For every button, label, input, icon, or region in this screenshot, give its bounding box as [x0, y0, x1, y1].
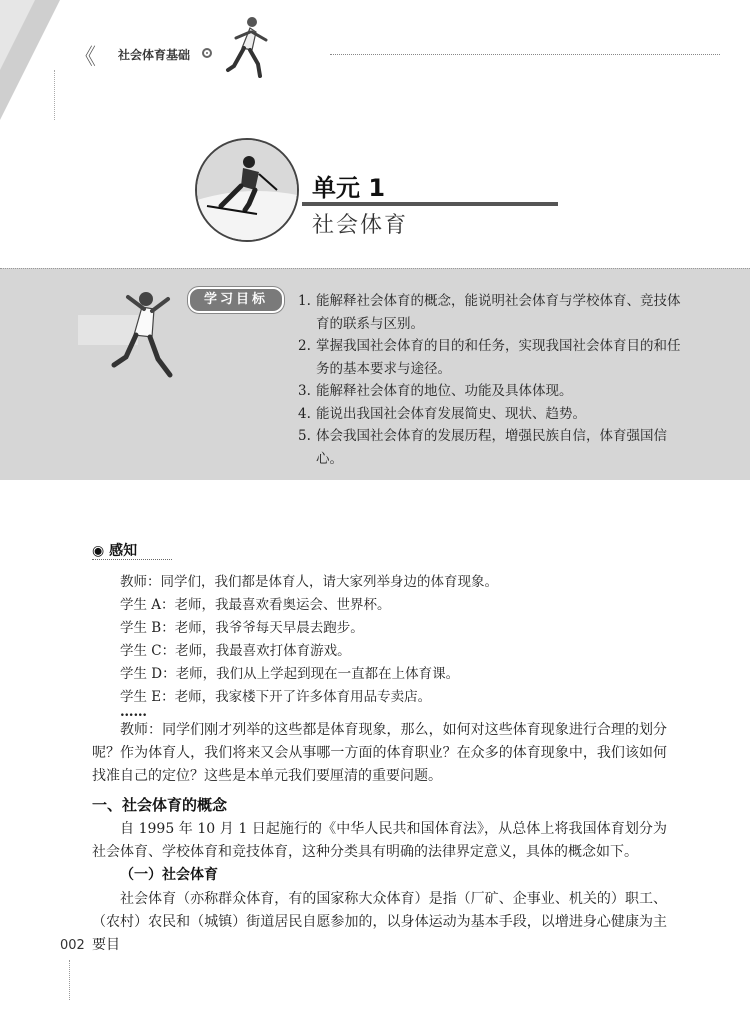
objective-item: 4. 能说出我国社会体育发展简史、现状、趋势。: [298, 405, 586, 422]
unit-title: 社会体育: [312, 213, 409, 238]
section-paragraph: 自 1995 年 10 月 1 日起施行的《中华人民共和国体育法》，从总体上将我国体育划分为社会体育、学校体育和竞技体育，这种分类具有明确的法律界定意义，具体的概念如下。: [92, 821, 667, 860]
objective-item: 5. 体会我国社会体育的发展历程，增强民族自信，体育强国信心。: [298, 428, 667, 467]
dialogue-line: 学生 D：老师，我们从上学起到现在一直都在上体育课。: [120, 666, 460, 682]
unit-label: 单元 1: [312, 174, 386, 202]
dialogue-line: 学生 C：老师，我最喜欢打体育游戏。: [120, 643, 351, 659]
header-vertical-rule: [54, 70, 55, 120]
header-dot-icon: [202, 48, 212, 58]
perceive-heading: ◉ 感知: [92, 543, 138, 559]
objective-item: 3. 能解释社会体育的地位、功能及具体体现。: [298, 383, 573, 399]
page-number: 002: [60, 938, 85, 953]
subsection-heading: （一）社会体育: [120, 867, 218, 883]
athlete-illustration: [78, 285, 188, 385]
objectives-top-rule: [0, 268, 750, 269]
subsection-paragraph: 社会体育（亦称群众体育，有的国家称大众体育）是指（厂矿、企事业、机关的）职工、（农村）农民和（城镇）街道居民自愿参加的，以身体运动为基本手段，以增进身心健康为主要目: [92, 891, 667, 953]
section-heading: 一、社会体育的概念: [92, 796, 228, 814]
perceive-underline: [92, 559, 172, 560]
chevron-left-icon: 《: [74, 45, 91, 70]
unit-divider: [302, 202, 558, 206]
dialogue-line: 教师：同学们，我们都是体育人，请大家列举身边的体育现象。: [120, 574, 498, 590]
footer-rule: [69, 960, 70, 1000]
objective-item: 2. 掌握我国社会体育的目的和任务，实现我国社会体育目的和任务的基本要求与途径。: [298, 338, 681, 377]
header-rule: [330, 54, 720, 55]
objectives-badge: 学习目标: [188, 287, 284, 313]
skier-photo: [195, 138, 299, 242]
corner-decoration-light: [0, 0, 35, 70]
objective-item: 1. 能解释社会体育的概念，能说明社会体育与学校体育、竞技体育的联系与区别。: [298, 293, 681, 332]
dialogue-line: 学生 A：老师，我最喜欢看奥运会、世界杯。: [120, 597, 391, 613]
teacher-paragraph: 教师：同学们刚才列举的这些都是体育现象，那么，如何对这些体育现象进行合理的划分呢？作为体育人，我们将来又会从事哪一方面的体育职业？在众多的体育现象中，我们该如何找准自己的定位？这些是本单元我们要厘清的重要问题。: [92, 722, 667, 784]
runner-icon: [222, 14, 278, 80]
dialogue-ellipsis: ……: [120, 704, 147, 720]
dialogue-line: 学生 B：老师，我爷爷每天早晨去跑步。: [120, 620, 364, 636]
book-title: 社会体育基础: [118, 48, 191, 62]
dialogue-line: 学生 E：老师，我家楼下开了许多体育用品专卖店。: [120, 689, 432, 705]
objectives-list: [298, 290, 688, 470]
